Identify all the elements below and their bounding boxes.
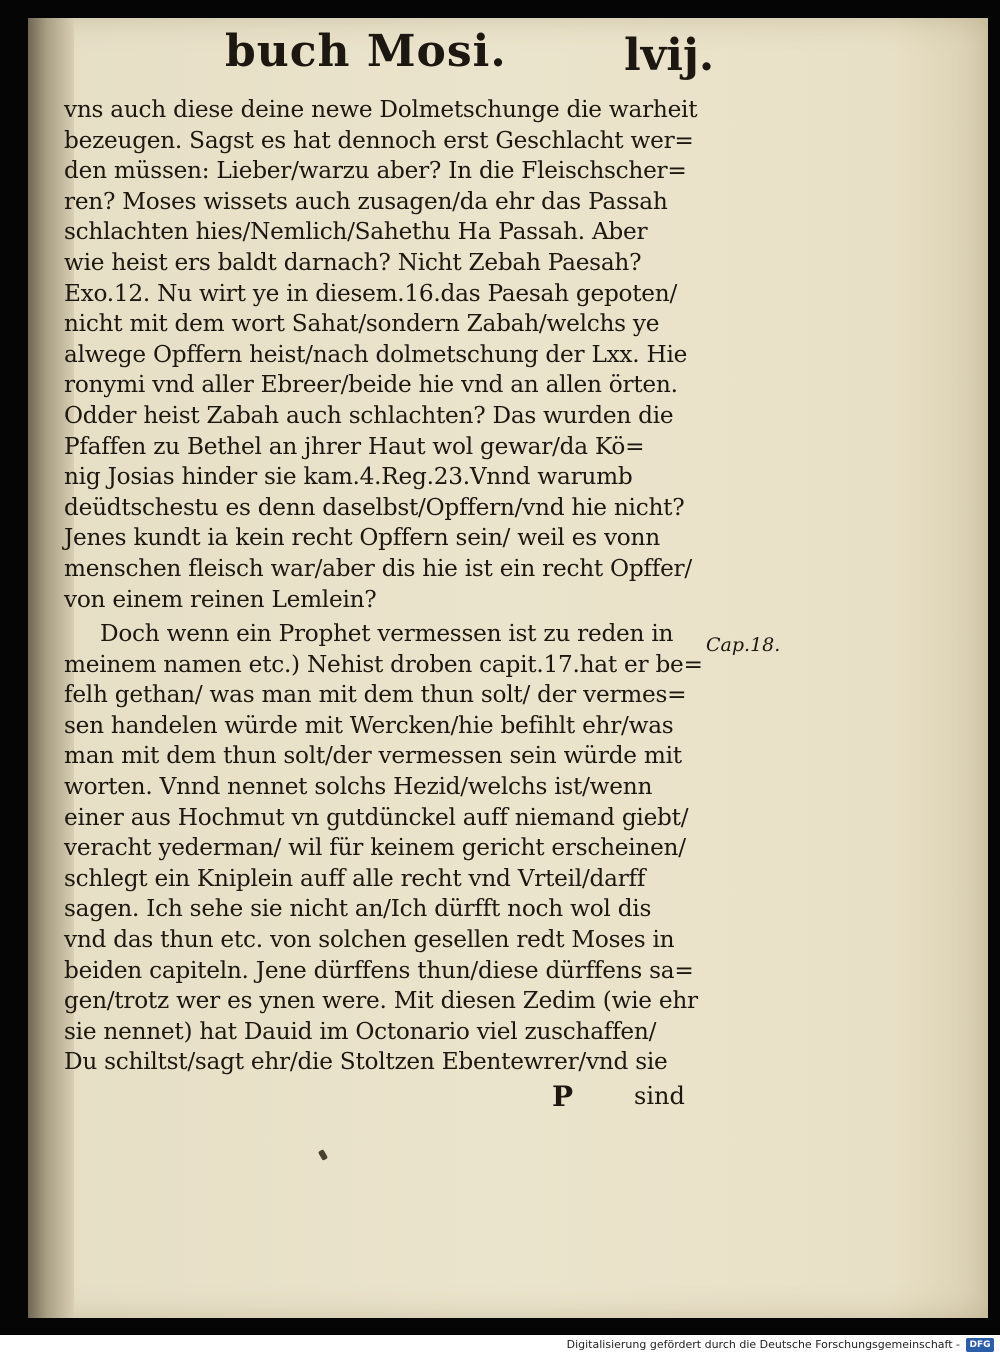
text-line: Pfaffen zu Bethel an jhrer Haut wol gewar/da Kö= bbox=[64, 432, 645, 460]
text-line: nig Josias hinder sie kam.4.Reg.23.Vnnd warumb bbox=[64, 463, 633, 491]
body-text bbox=[64, 95, 724, 1078]
text-line: vnd das thun etc. von solchen gesellen redt Moses in bbox=[64, 926, 675, 954]
text-line: Exo.12. Nu wirt ye in diesem.16.das Paesah gepoten/ bbox=[64, 279, 678, 307]
text-line: worten. Vnnd nennet solchs Hezid/welchs ist/wenn bbox=[64, 773, 653, 801]
catchword: sind bbox=[634, 1082, 685, 1110]
text-line: Du schiltst/sagt ehr/die Stoltzen Ebentewrer/vnd sie bbox=[64, 1048, 668, 1076]
running-head-title: buch Mosi. bbox=[225, 26, 507, 77]
folio-number: lvij. bbox=[624, 30, 715, 81]
text-line: Jenes kundt ia kein recht Opffern sein/ weil es vonn bbox=[64, 524, 660, 552]
signature-mark: P bbox=[552, 1080, 574, 1113]
text-line: beiden capiteln. Jene dürffens thun/diese dürffens sa= bbox=[64, 956, 694, 984]
footer-bar bbox=[0, 1335, 1000, 1355]
text-line: meinem namen etc.) Nehist droben capit.17.hat er be= bbox=[64, 650, 703, 678]
text-line: deüdtschestu es denn daselbst/Opffern/vnd hie nicht? bbox=[64, 493, 685, 521]
text-line: veracht yederman/ wil für keinem gericht erscheinen/ bbox=[64, 834, 686, 862]
text-line: nicht mit dem wort Sahat/sondern Zabah/welchs ye bbox=[64, 310, 660, 338]
text-line: bezeugen. Sagst es hat dennoch erst Geschlacht wer= bbox=[64, 126, 694, 154]
text-line: schlachten hies/Nemlich/Sahethu Ha Passah. Aber bbox=[64, 218, 648, 246]
text-line: vns auch diese deine newe Dolmetschunge die warheit bbox=[64, 96, 698, 123]
text-line: sie nennet) hat Dauid im Octonario viel zuschaffen/ bbox=[64, 1017, 657, 1045]
text-line: von einem reinen Lemlein? bbox=[64, 585, 377, 613]
text-line: sen handelen würde mit Wercken/hie befihlt ehr/was bbox=[64, 711, 674, 739]
text-line: Odder heist Zabah auch schlachten? Das wurden die bbox=[64, 401, 674, 429]
text-line: menschen fleisch war/aber dis hie ist ein recht Opffer/ bbox=[64, 554, 692, 582]
text-line: ren? Moses wissets auch zusagen/da ehr das Passah bbox=[64, 187, 668, 215]
text-line: wie heist ers baldt darnach? Nicht Zebah Paesah? bbox=[64, 248, 642, 276]
dfg-logo-icon: DFG bbox=[966, 1338, 994, 1352]
text-line: den müssen: Lieber/warzu aber? In die Fleischscher= bbox=[64, 157, 687, 185]
text-line: alwege Opffern heist/nach dolmetschung der Lxx. Hie bbox=[64, 340, 688, 368]
text-line: sagen. Ich sehe sie nicht an/Ich dürfft noch wol dis bbox=[64, 895, 652, 923]
text-line: gen/trotz wer es ynen were. Mit diesen Zedim (wie ehr bbox=[64, 987, 698, 1015]
text-line: man mit dem thun solt/der vermessen sein würde mit bbox=[64, 742, 682, 770]
text-line: einer aus Hochmut vn gutdünckel auff niemand giebt/ bbox=[64, 803, 689, 831]
margin-note: Cap.18. bbox=[706, 634, 781, 656]
text-line: felh gethan/ was man mit dem thun solt/ der vermes= bbox=[64, 681, 687, 709]
funding-credit: Digitalisierung gefördert durch die Deutsche Forschungsgemeinschaft - bbox=[566, 1338, 960, 1351]
text-line: schlegt ein Kniplein auff alle recht vnd Vrteil/darff bbox=[64, 864, 646, 892]
paragraph-start-line: Doch wenn ein Prophet vermessen ist zu reden in bbox=[100, 620, 674, 648]
text-line: ronymi vnd aller Ebreer/beide hie vnd an allen örten. bbox=[64, 371, 678, 399]
